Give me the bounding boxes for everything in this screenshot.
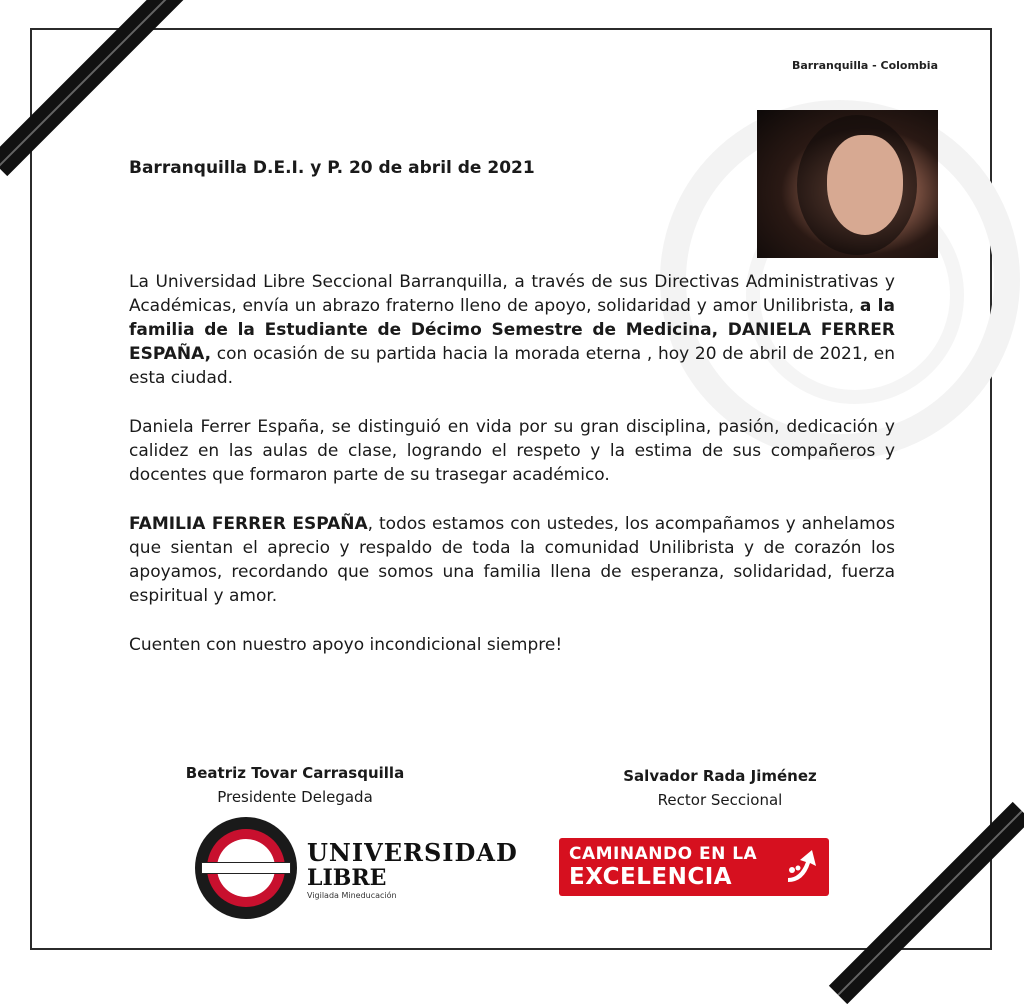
paragraph-3-bold: FAMILIA FERRER ESPAÑA [129, 514, 368, 534]
seal-banner [201, 862, 291, 874]
university-seal-logo [195, 817, 297, 919]
signatory-name: Beatriz Tovar Carrasquilla [185, 764, 405, 782]
signature-left [160, 761, 430, 809]
upward-arrow-icon [784, 848, 818, 884]
paragraph-3 [129, 512, 895, 608]
date-line: Barranquilla D.E.I. y P. 20 de abril de 2021 [129, 158, 535, 178]
paragraph-1-bold: a la familia de la Estudiante de Décimo Semestre de Medicina, DANIELA FERRER ESPAÑA, [129, 296, 895, 364]
excellence-badge-logo [559, 838, 829, 896]
signatory-role: Rector Seccional [657, 791, 783, 809]
wordmark-line2: LIBRE [307, 865, 387, 891]
wordmark-line1: UNIVERSIDAD [307, 838, 518, 867]
signature-right [590, 764, 850, 812]
badge-line1: CAMINANDO EN LA [569, 844, 758, 864]
paragraph-1 [129, 270, 895, 390]
signatory-role: Presidente Delegada [217, 788, 373, 806]
paragraph-4: Cuenten con nuestro apoyo incondicional siempre! [129, 635, 563, 655]
paragraph-3-text: , todos estamos con ustedes, los acompañamos y anhelamos que sientan el aprecio y respaldo de toda la comunidad Unilibrista y de corazón los apoyamos, recordando que somos una familia llena de esperanza, solidaridad, fuerza espiritual y amor. [129, 514, 895, 606]
letter-body [129, 270, 895, 682]
location-label: Barranquilla - Colombia [791, 59, 938, 72]
badge-line2: EXCELENCIA [569, 864, 733, 890]
wordmark-tagline: Vigilada Mineducación [307, 891, 397, 900]
photo-face-shape [827, 135, 903, 235]
paragraph-1-text-b: con ocasión de su partida hacia la morada eterna , hoy 20 de abril de 2021, en esta ciudad. [129, 344, 895, 388]
signatory-name: Salvador Rada Jiménez [623, 767, 817, 785]
student-photo [757, 110, 938, 258]
paragraph-1-text-a: La Universidad Libre Seccional Barranquilla, a través de sus Directivas Administrativas y Académicas, envía un abrazo fraterno lleno de apoyo, solidaridad y amor Unilibrista, [129, 272, 895, 316]
university-wordmark-logo [307, 838, 518, 900]
paragraph-2: Daniela Ferrer España, se distinguió en vida por su gran disciplina, pasión, dedicación y calidez en las aulas de clase, logrando el respeto y la estima de sus compañeros y docentes que formaron parte de su trasegar académico. [129, 417, 895, 485]
